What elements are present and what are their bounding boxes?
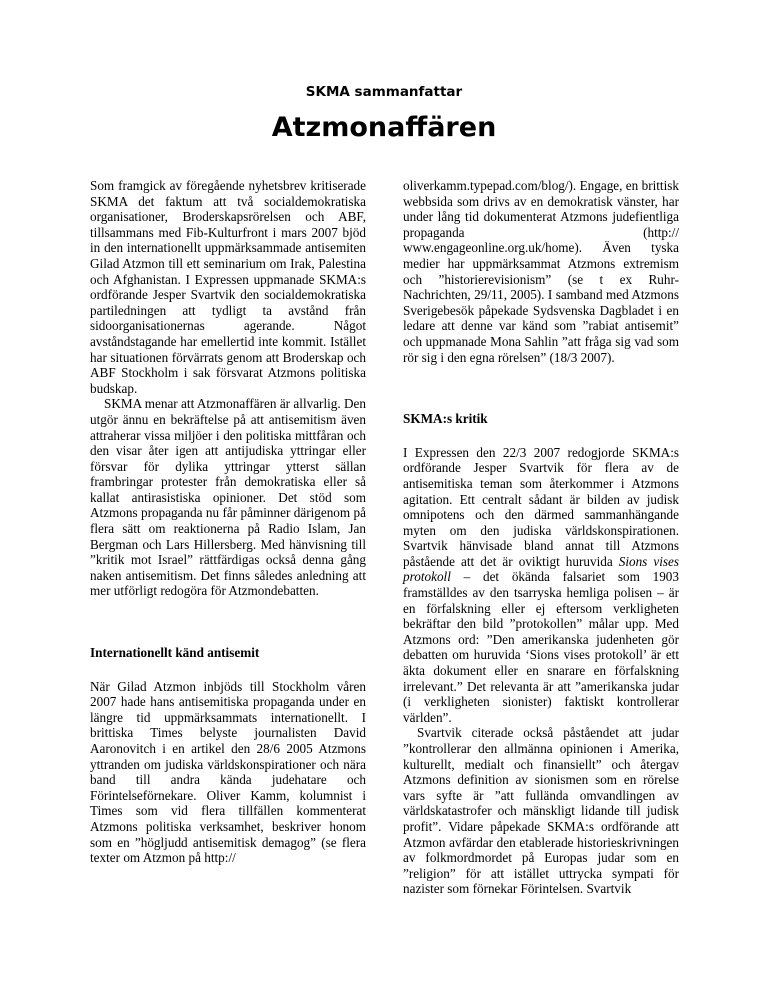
paragraph: oliverkamm.typepad.com/blog/). Engage, en brittisk webbsida som drivs av en demokratisk vänster, har under lång tid dokumenterat Atzmons judefientliga propaganda (http:// www.engageonline.org.uk/home). Även tyska medier har uppmärksammat Atzmons extremism och ”historierevisionism” (se t ex Ruhr-Nachrichten, 29/11, 2005). I samband med Atzmons Sverigebesök påpekade Sydsvenska Dagbladet i en ledare att denne var känd som ”rabiat antisemit” och uppmanade Mona Sahlin ”att fråga sig vad som rör sig i den egna rörelsen” (18/3 2007). bbox=[403, 178, 679, 365]
paragraph: Svartvik citerade också påståendet att judar ”kontrollerar den allmänna opinionen i Amerika, kulturellt, medialt och finansiellt” och återgav Atzmons definition av sionismen som en rörelse vars syfte är ”att fullända omvandlingen av världskatastrofer och mänskligt lidande till judisk profit”. Vidare påpekade SKMA:s ordförande att Atzmon avfärdar den etablerade historieskrivningen av folkmordmordet på Europas judar som en ”religion” för att istället uttrycka sympati för nazister som förnekar Förintelsen. Svartvik bbox=[403, 725, 679, 897]
italic-title: Sions vises protokoll bbox=[403, 553, 679, 585]
paragraph: SKMA menar att Atzmonaffären är allvarlig. Den utgör ännu en bekräftelse på att antisemitism även attraherar vissa miljöer i den politiska mittfåran och den visar åter igen att antijudiska yttringar eller försvar för dylika yttringar ytterst sällan frambringar protester från demokratiska eller så kallat antirasistiska opinioner. Det stöd som Atzmons propaganda nu får påminner därigenom på flera sätt om reaktionerna på Radio Islam, Jan Bergman och Lars Hillersberg. Med hänvisning till ”kritik mot Israel” rättfärdigas också denna gång naken antisemitism. Det finns således anledning att mer utförligt redogöra för Atzmondebatten. bbox=[90, 396, 366, 599]
kicker: SKMA sammanfattar bbox=[305, 84, 463, 100]
paragraph bbox=[403, 445, 679, 726]
section-heading: SKMA:s kritik bbox=[403, 411, 488, 427]
paragraph-text: I Expressen den 22/3 2007 redogjorde SKMA:s ordförande Jesper Svartvik för flera av de antisemitiska teman som återkommer i Atzmons agitation. Ett centralt sådant är bilden av judisk omnipotens och den därmed sammanhängande myten om den judiska världskonspirationen. Svartvik hänvisade bland annat till Atzmons påstående att det är oviktigt huruvida bbox=[403, 444, 679, 569]
right-column bbox=[403, 178, 679, 897]
left-column bbox=[90, 178, 366, 866]
paragraph: När Gilad Atzmon inbjöds till Stockholm våren 2007 hade hans antisemitiska propaganda under en längre tid uppmärksammats internationellt. I brittiska Times belyste journalisten David Aaronovitch i en artikel den 28/6 2005 Atzmons yttranden om judiska världskonspirationer och nära band till andra kända judehatare och Förintelseförnekare. Oliver Kamm, kolumnist i Times som vid flera tillfällen kommenterat Atzmons politiska verksamhet, beskriver honom som en ”högljudd antisemitisk demagog” (se flera texter om Atzmon på http:// bbox=[90, 678, 366, 866]
section-heading: Internationellt känd antisemit bbox=[90, 645, 260, 661]
article-title: Atzmonaffären bbox=[271, 112, 497, 143]
paragraph: Som framgick av föregående nyhetsbrev kritiserade SKMA det faktum att två socialdemokratiska organisationer, Broderskapsrörelsen och ABF, tillsammans med Fib-Kulturfront i mars 2007 bjöd in den internationellt uppmärksammade antisemiten Gilad Atzmon till ett seminarium om Irak, Palestina och Afghanistan. I Expressen uppmanade SKMA:s ordförande Jesper Svartvik den socialdemokratiska partiledningen att tydligt ta avstånd från sidoorganisationernas agerande. Något avståndstagande har emellertid inte kommit. Istället har situationen förvärrats genom att Broderskap och ABF Stockholm i sak försvarat Atzmons politiska budskap. bbox=[90, 178, 366, 396]
paragraph-text: – det ökända falsariet som 1903 framställdes av den tsarryska hemliga polisen – är en förfalskning eller ej eftersom verkligheten bekräftar den bild ”protokollen” målar upp. Med Atzmons ord: ”Den amerikanska judenheten gör debatten om huruvida ‘Sions vises protokoll’ är ett äkta dokument eller en snarare en förfalskning irrelevant.” Det relevanta är att ”amerikanska judar (i verkligheten sionister) faktiskt kontrollerar världen”. bbox=[403, 569, 679, 725]
